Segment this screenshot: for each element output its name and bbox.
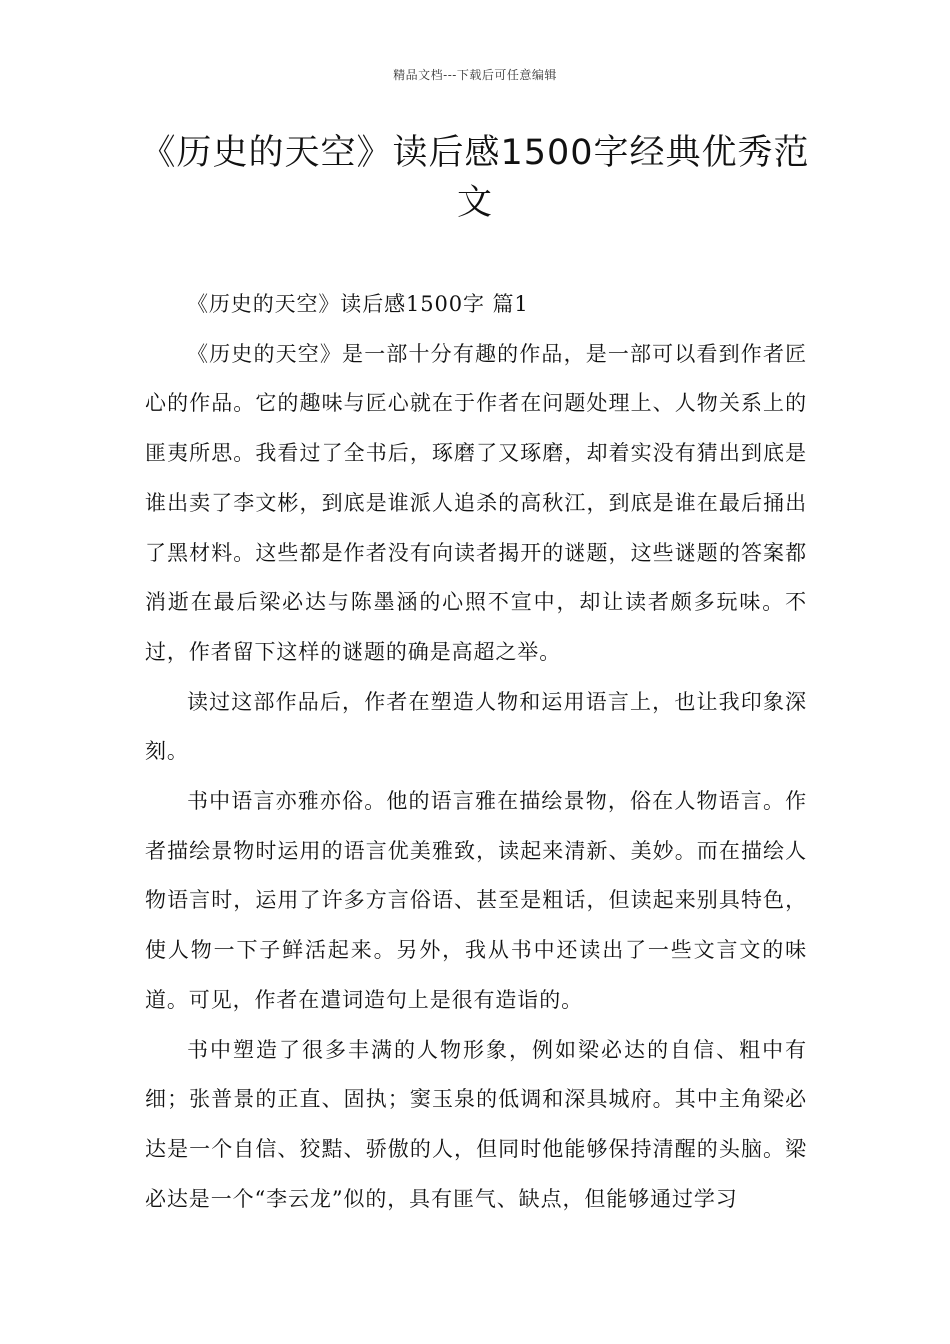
paragraph: 书中塑造了很多丰满的人物形象，例如梁必达的自信、粗中有细；张普景的正直、固执；窦玉泉的低调和深具城府。其中主角梁必达是一个自信、狡黠、骄傲的人，但同时他能够保持清醒的头脑。梁必达是一个“李云龙”似的，具有匪气、缺点，但能够通过学习 — [145, 1037, 807, 1211]
paragraph: 《历史的天空》是一部十分有趣的作品，是一部可以看到作者匠心的作品。它的趣味与匠心就在于作者在问题处理上、人物关系上的匪夷所思。我看过了全书后，琢磨了又琢磨，却着实没有猜出到底是谁出卖了李文彬，到底是谁派人追杀的高秋江，到底是谁在最后捅出了黑材料。这些都是作者没有向读者揭开的谜题，这些谜题的答案都消逝在最后梁必达与陈墨涵的心照不宣中，却让读者颇多玩味。不过，作者留下这样的谜题的确是高超之举。 — [145, 341, 807, 664]
document-body — [145, 280, 807, 1224]
header-note: 精品文档---下载后可任意编辑 — [393, 68, 557, 82]
document-title: 《历史的天空》读后感1500字经典优秀范文 — [140, 133, 810, 223]
paragraph: 书中语言亦雅亦俗。他的语言雅在描绘景物，俗在人物语言。作者描绘景物时运用的语言优美雅致，读起来清新、美妙。而在描绘人物语言时，运用了许多方言俗语、甚至是粗话，但读起来别具特色，使人物一下子鲜活起来。另外，我从书中还读出了一些文言文的味道。可见，作者在遣词造句上是很有造诣的。 — [145, 789, 807, 1012]
paragraph: 读过这部作品后，作者在塑造人物和运用语言上，也让我印象深刻。 — [145, 689, 807, 764]
section-heading: 《历史的天空》读后感1500字 篇1 — [187, 292, 529, 316]
